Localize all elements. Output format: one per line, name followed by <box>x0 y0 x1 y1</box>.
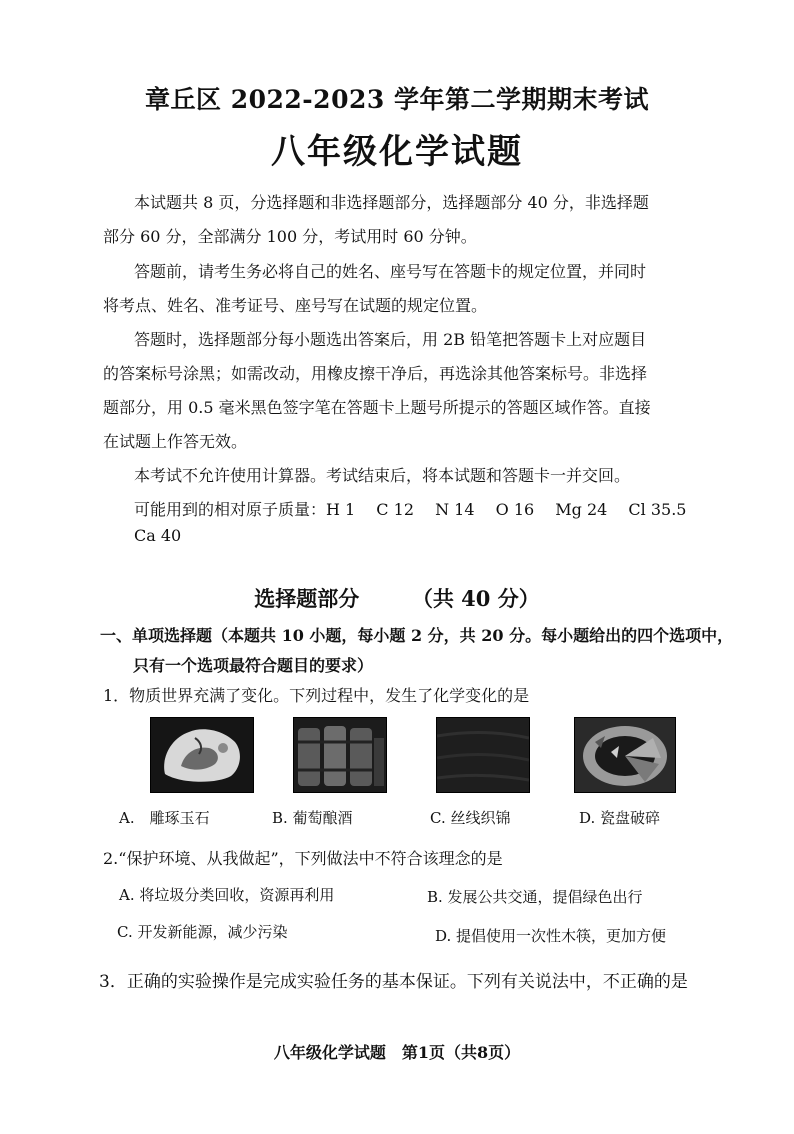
part1-heading-line1: 一、单项选择题（本题共 10 小题，每小题 2 分，共 20 分。每小题给出的四个选项中， <box>100 626 734 645</box>
atomic-mass-line2: Ca 40 <box>134 526 182 545</box>
instruction-p1-line1: 本试题共 8 页，分选择题和非选择题部分，选择题部分 40 分，非选择题 <box>134 193 649 212</box>
question-1-option-c: C. 丝线织锦 <box>430 809 511 827</box>
question-1-stem: 1．物质世界充满了变化。下列过程中，发生了化学变化的是 <box>103 686 530 705</box>
question-2-option-b: B. 发展公共交通，提倡绿色出行 <box>427 888 643 906</box>
silk-brocade-image <box>436 717 530 793</box>
question-2-option-c: C. 开发新能源，减少污染 <box>117 923 288 941</box>
instruction-p1-line2: 部分 60 分，全部满分 100 分，考试用时 60 分钟。 <box>103 227 477 246</box>
jade-carving-image <box>150 717 254 793</box>
section-title: 选择题部分 <box>254 586 360 611</box>
instruction-p4: 本考试不允许使用计算器。考试结束后，将本试题和答题卡一并交回。 <box>134 466 631 485</box>
instruction-p3-line4: 在试题上作答无效。 <box>103 432 248 451</box>
instruction-p2-line1: 答题前，请考生务必将自己的姓名、座号写在答题卡的规定位置，并同时 <box>134 262 647 281</box>
exam-subject-title: 八年级化学试题 <box>271 132 523 172</box>
question-1-option-b: B. 葡萄酿酒 <box>272 809 353 827</box>
instruction-p3-line3: 题部分，用 0.5 毫米黑色签字笔在答题卡上题号所提示的答题区域作答。直接 <box>103 398 651 417</box>
question-1-option-d: D. 瓷盘破碎 <box>579 809 661 827</box>
broken-plate-image <box>574 717 676 793</box>
question-2-option-a: A. 将垃圾分类回收，资源再利用 <box>119 886 335 904</box>
section-heading <box>0 583 794 613</box>
section-score: （共 40 分） <box>411 586 540 611</box>
exam-title: 章丘区 2022-2023 学年第二学期期末考试 <box>145 85 649 114</box>
question-2-option-d: D. 提倡使用一次性木筷，更加方便 <box>435 927 667 945</box>
atomic-mass-line1: 可能用到的相对原子质量：H 1 C 12 N 14 O 16 Mg 24 Cl 35.5 <box>134 500 687 519</box>
instruction-p2-line2: 将考点、姓名、准考证号、座号写在试题的规定位置。 <box>103 296 488 315</box>
question-2-stem: 2.“保护环境、从我做起”，下列做法中不符合该理念的是 <box>103 849 503 868</box>
wine-barrels-image <box>293 717 387 793</box>
part1-heading-line2: 只有一个选项最符合题目的要求） <box>133 656 374 675</box>
instruction-p3-line1: 答题时，选择题部分每小题选出答案后，用 2B 铅笔把答题卡上对应题目 <box>134 330 647 349</box>
question-3-stem: 3．正确的实验操作是完成实验任务的基本保证。下列有关说法中，不正确的是 <box>99 972 688 992</box>
question-1-option-a: A. 雕琢玉石 <box>119 809 210 827</box>
instruction-p3-line2: 的答案标号涂黑；如需改动，用橡皮擦干净后，再选涂其他答案标号。非选择 <box>103 364 648 383</box>
page-footer: 八年级化学试题 第1页（共8页） <box>273 1043 521 1062</box>
